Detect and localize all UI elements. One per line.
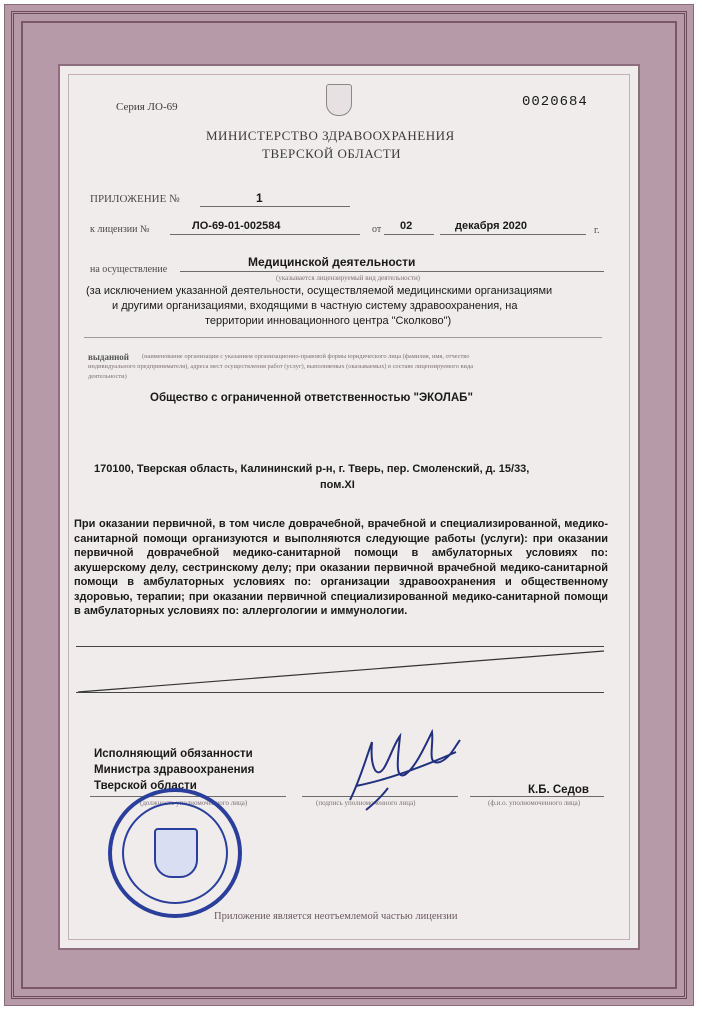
signatory-name-line <box>470 796 604 797</box>
signatory-title-line-3: Тверской области <box>94 780 197 792</box>
license-day: 02 <box>400 220 413 232</box>
footer-note: Приложение является неотъемлемой частью лицензии <box>214 911 458 922</box>
signatory-position-hint: (должность уполномоченного лица) <box>140 799 248 807</box>
license-from-label: от <box>372 224 382 235</box>
license-date-line <box>440 234 586 235</box>
document-number: 0020684 <box>522 94 588 110</box>
license-number-line <box>170 234 360 235</box>
license-label: к лицензии № <box>90 224 150 235</box>
filler-line-top <box>76 646 604 647</box>
activity-name: Медицинской деятельности <box>248 255 416 269</box>
coat-of-arms-icon <box>326 84 352 116</box>
address-line-2: пом.XI <box>320 479 355 491</box>
ministry-title: МИНИСТЕРСТВО ЗДРАВООХРАНЕНИЯ <box>206 128 455 143</box>
seal-coat-of-arms-icon <box>154 828 198 878</box>
activity-line <box>180 271 604 272</box>
license-month-year: декабря 2020 <box>455 220 528 232</box>
handwritten-signature <box>336 722 466 826</box>
appendix-number: 1 <box>256 191 263 205</box>
appendix-number-line <box>200 206 350 207</box>
activity-exception-line-1: (за исключением указанной деятельности, осуществляемой медицинскими организациями <box>86 285 553 297</box>
activity-hint: (указывается лицензируемый вид деятельности) <box>276 274 421 282</box>
organization-name: Общество с ограниченной ответственностью "ЭКОЛАБ" <box>150 392 473 404</box>
license-day-line <box>384 234 434 235</box>
appendix-label: ПРИЛОЖЕНИЕ № <box>90 193 180 205</box>
signatory-name-hint: (ф.и.о. уполномоченного лица) <box>488 799 581 807</box>
official-seal <box>108 788 242 918</box>
license-year-suffix: г. <box>594 225 600 236</box>
issued-hint-line-2: индивидуального предпринимателя), адреса мест осуществления работ (услуг), выполняемых (оказываемых) в составе лицензируемого вида <box>88 363 474 370</box>
ministry-region: ТВЕРСКОЙ ОБЛАСТИ <box>262 146 402 161</box>
series-label: Серия ЛО-69 <box>116 101 178 113</box>
filler-line-bottom <box>76 692 604 693</box>
activity-exception-line-2: и другими организациями, входящими в частную систему здравоохранения, на <box>112 300 518 312</box>
issued-hint-line-3: деятельности) <box>88 373 127 380</box>
signatory-name: К.Б. Седов <box>528 784 589 796</box>
license-number: ЛО-69-01-002584 <box>192 220 281 232</box>
activity-exception-line-3: территории инновационного центра "Сколково") <box>205 315 452 327</box>
activity-label: на осуществление <box>90 264 168 275</box>
issued-label: выданной <box>88 352 129 362</box>
exception-underline <box>84 337 602 338</box>
signatory-title-line-1: Исполняющий обязанности <box>94 748 253 760</box>
signature-hint: (подпись уполномоченного лица) <box>316 799 416 807</box>
signatory-title-line-2: Министра здравоохранения <box>94 764 255 776</box>
issued-hint-line-1: (наименование организации с указанием организационно-правовой формы юридического лица (фамилия, имя, отчество <box>142 353 470 360</box>
address-line-1: 170100, Тверская область, Калининский р-н, г. Тверь, пер. Смоленский, д. 15/33, <box>94 463 530 475</box>
services-description: При оказании первичной, в том числе доврачебной, врачебной и специализированной, медико-санитарной помощи организуются и выполняются следующие работы (услуги): при оказании первичной доврачебной медико-санитарной помощи в амбулаторных условиях по: акушерскому делу, сестринскому делу; при оказании первичной врачебной медико-санитарной помощи в амбулаторных условиях по: организации здравоохранения и общественному здоровью, терапии; при оказании первичной специализированной медико-санитарной помощи в амбулаторных условиях по: аллергологии и иммунологии. <box>74 518 608 617</box>
